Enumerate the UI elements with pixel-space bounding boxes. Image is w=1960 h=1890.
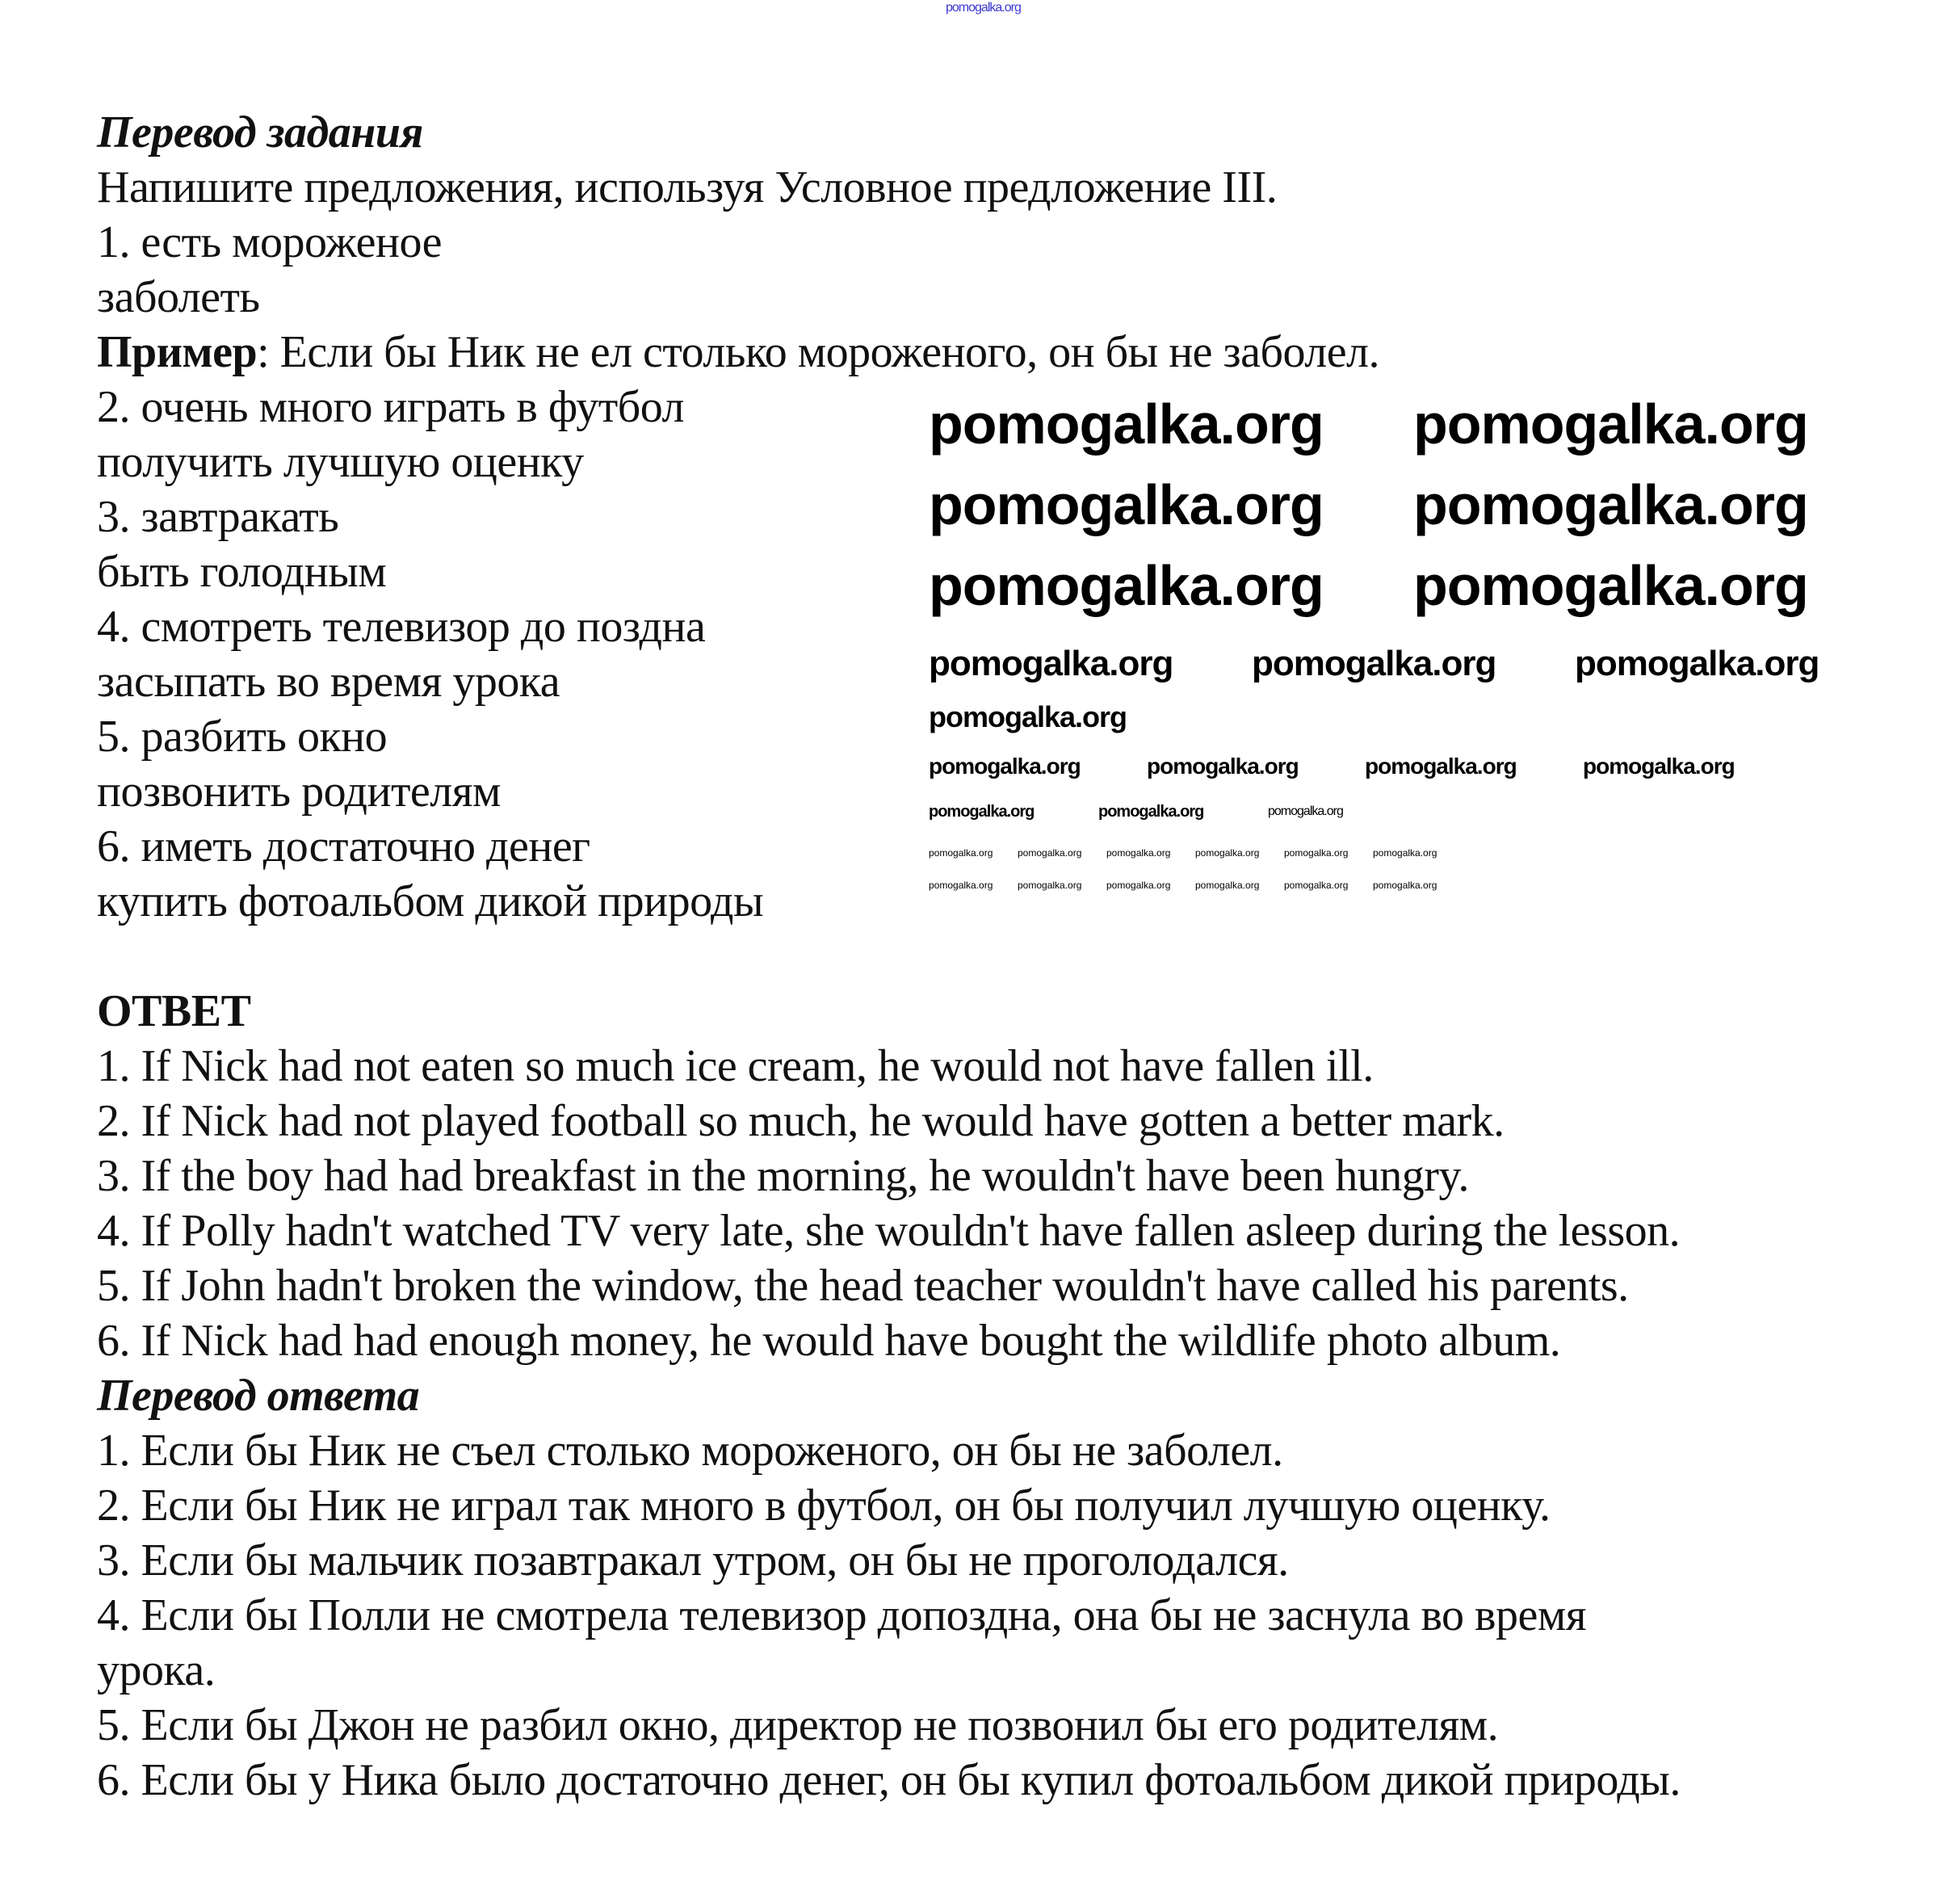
watermark: pomogalka.org bbox=[929, 473, 1324, 536]
prompt-line: 6. иметь достаточно денег bbox=[97, 821, 590, 872]
prompt-line: 2. очень много играть в футбол bbox=[97, 382, 684, 432]
watermark: pomogalka.org bbox=[1268, 804, 1343, 818]
watermark: pomogalka.org bbox=[1413, 393, 1808, 456]
watermark: pomogalka.org bbox=[1018, 847, 1082, 859]
task-heading: Перевод задания bbox=[97, 107, 423, 158]
watermark: pomogalka.org bbox=[929, 803, 1035, 821]
watermark: pomogalka.org bbox=[929, 700, 1127, 733]
prompt-line: засыпать во время урока bbox=[97, 657, 560, 707]
answer-line: 6. If Nick had had enough money, he would have bought the wildlife photo album. bbox=[97, 1316, 1561, 1366]
instruction: Напишите предложения, используя Условное предложение III. bbox=[97, 162, 1278, 212]
watermark: pomogalka.org bbox=[1195, 847, 1260, 859]
answer-line: 3. If the boy had had breakfast in the morning, he wouldn't have been hungry. bbox=[97, 1151, 1469, 1201]
watermark: pomogalka.org bbox=[929, 393, 1324, 456]
prompt-line: 1. есть мороженое bbox=[97, 217, 442, 267]
watermark: pomogalka.org bbox=[1373, 880, 1437, 891]
translation-heading: Перевод ответа bbox=[97, 1371, 420, 1421]
prompt-line: быть голодным bbox=[97, 547, 387, 597]
prompt-line: позвонить родителям bbox=[97, 766, 501, 817]
prompt-line: 4. смотреть телевизор до поздна bbox=[97, 602, 706, 652]
watermark: pomogalka.org bbox=[1365, 754, 1517, 779]
answer-line: 2. If Nick had not played football so much, he would have gotten a better mark. bbox=[97, 1096, 1505, 1146]
translation-line: 3. Если бы мальчик позавтракал утром, он бы не проголодался. bbox=[97, 1535, 1289, 1586]
example-label: Пример bbox=[97, 327, 258, 377]
watermark: pomogalka.org bbox=[1583, 754, 1735, 779]
example bbox=[97, 325, 1379, 380]
watermark: pomogalka.org bbox=[929, 880, 993, 891]
watermark: pomogalka.org bbox=[1018, 880, 1082, 891]
watermark: pomogalka.org bbox=[1373, 847, 1437, 859]
translation-line: 5. Если бы Джон не разбил окно, директор не позвонил бы его родителям. bbox=[97, 1700, 1499, 1750]
watermark: pomogalka.org bbox=[929, 644, 1173, 683]
watermark: pomogalka.org bbox=[1195, 880, 1260, 891]
translation-line: 1. Если бы Ник не съел столько мороженого, он бы не заболел. bbox=[97, 1426, 1283, 1476]
watermark: pomogalka.org bbox=[1413, 554, 1808, 617]
watermark: pomogalka.org bbox=[1575, 644, 1819, 683]
prompt-line: получить лучшую оценку bbox=[97, 437, 584, 487]
prompt-line: 5. разбить окно bbox=[97, 712, 388, 762]
translation-line: 6. Если бы у Ника было достаточно денег, он бы купил фотоальбом дикой природы. bbox=[97, 1755, 1681, 1805]
watermark: pomogalka.org bbox=[1413, 473, 1808, 536]
watermark: pomogalka.org bbox=[1098, 803, 1204, 821]
watermark: pomogalka.org bbox=[929, 554, 1324, 617]
answer-heading: ОТВЕТ bbox=[97, 986, 251, 1036]
answer-line: 4. If Polly hadn't watched TV very late, she wouldn't have fallen asleep during the lesson. bbox=[97, 1206, 1681, 1256]
prompt-line: 3. завтракать bbox=[97, 492, 339, 542]
prompt-line: купить фотоальбом дикой природы bbox=[97, 876, 764, 926]
watermark: pomogalka.org bbox=[1252, 644, 1496, 683]
translation-line: 4. Если бы Полли не смотрела телевизор допоздна, она бы не заснула во время bbox=[97, 1590, 1587, 1640]
watermark: pomogalka.org bbox=[1106, 880, 1171, 891]
watermark: pomogalka.org bbox=[929, 847, 993, 859]
translation-line: 2. Если бы Ник не играл так много в футбол, он бы получил лучшую оценку. bbox=[97, 1480, 1551, 1531]
watermark: pomogalka.org bbox=[929, 754, 1081, 779]
answer-line: 5. If John hadn't broken the window, the head teacher wouldn't have called his parents. bbox=[97, 1261, 1629, 1311]
watermark: pomogalka.org bbox=[1147, 754, 1299, 779]
watermark: pomogalka.org bbox=[1284, 880, 1349, 891]
answer-line: 1. If Nick had not eaten so much ice cream, he would not have fallen ill. bbox=[97, 1041, 1374, 1091]
example-text: : Если бы Ник не ел столько мороженого, он бы не заболел. bbox=[257, 327, 1379, 377]
watermark: pomogalka.org bbox=[1106, 847, 1171, 859]
watermark: pomogalka.org bbox=[946, 1, 1021, 15]
translation-line: урока. bbox=[97, 1645, 216, 1695]
watermark: pomogalka.org bbox=[1284, 847, 1349, 859]
prompt-line: заболеть bbox=[97, 272, 260, 322]
